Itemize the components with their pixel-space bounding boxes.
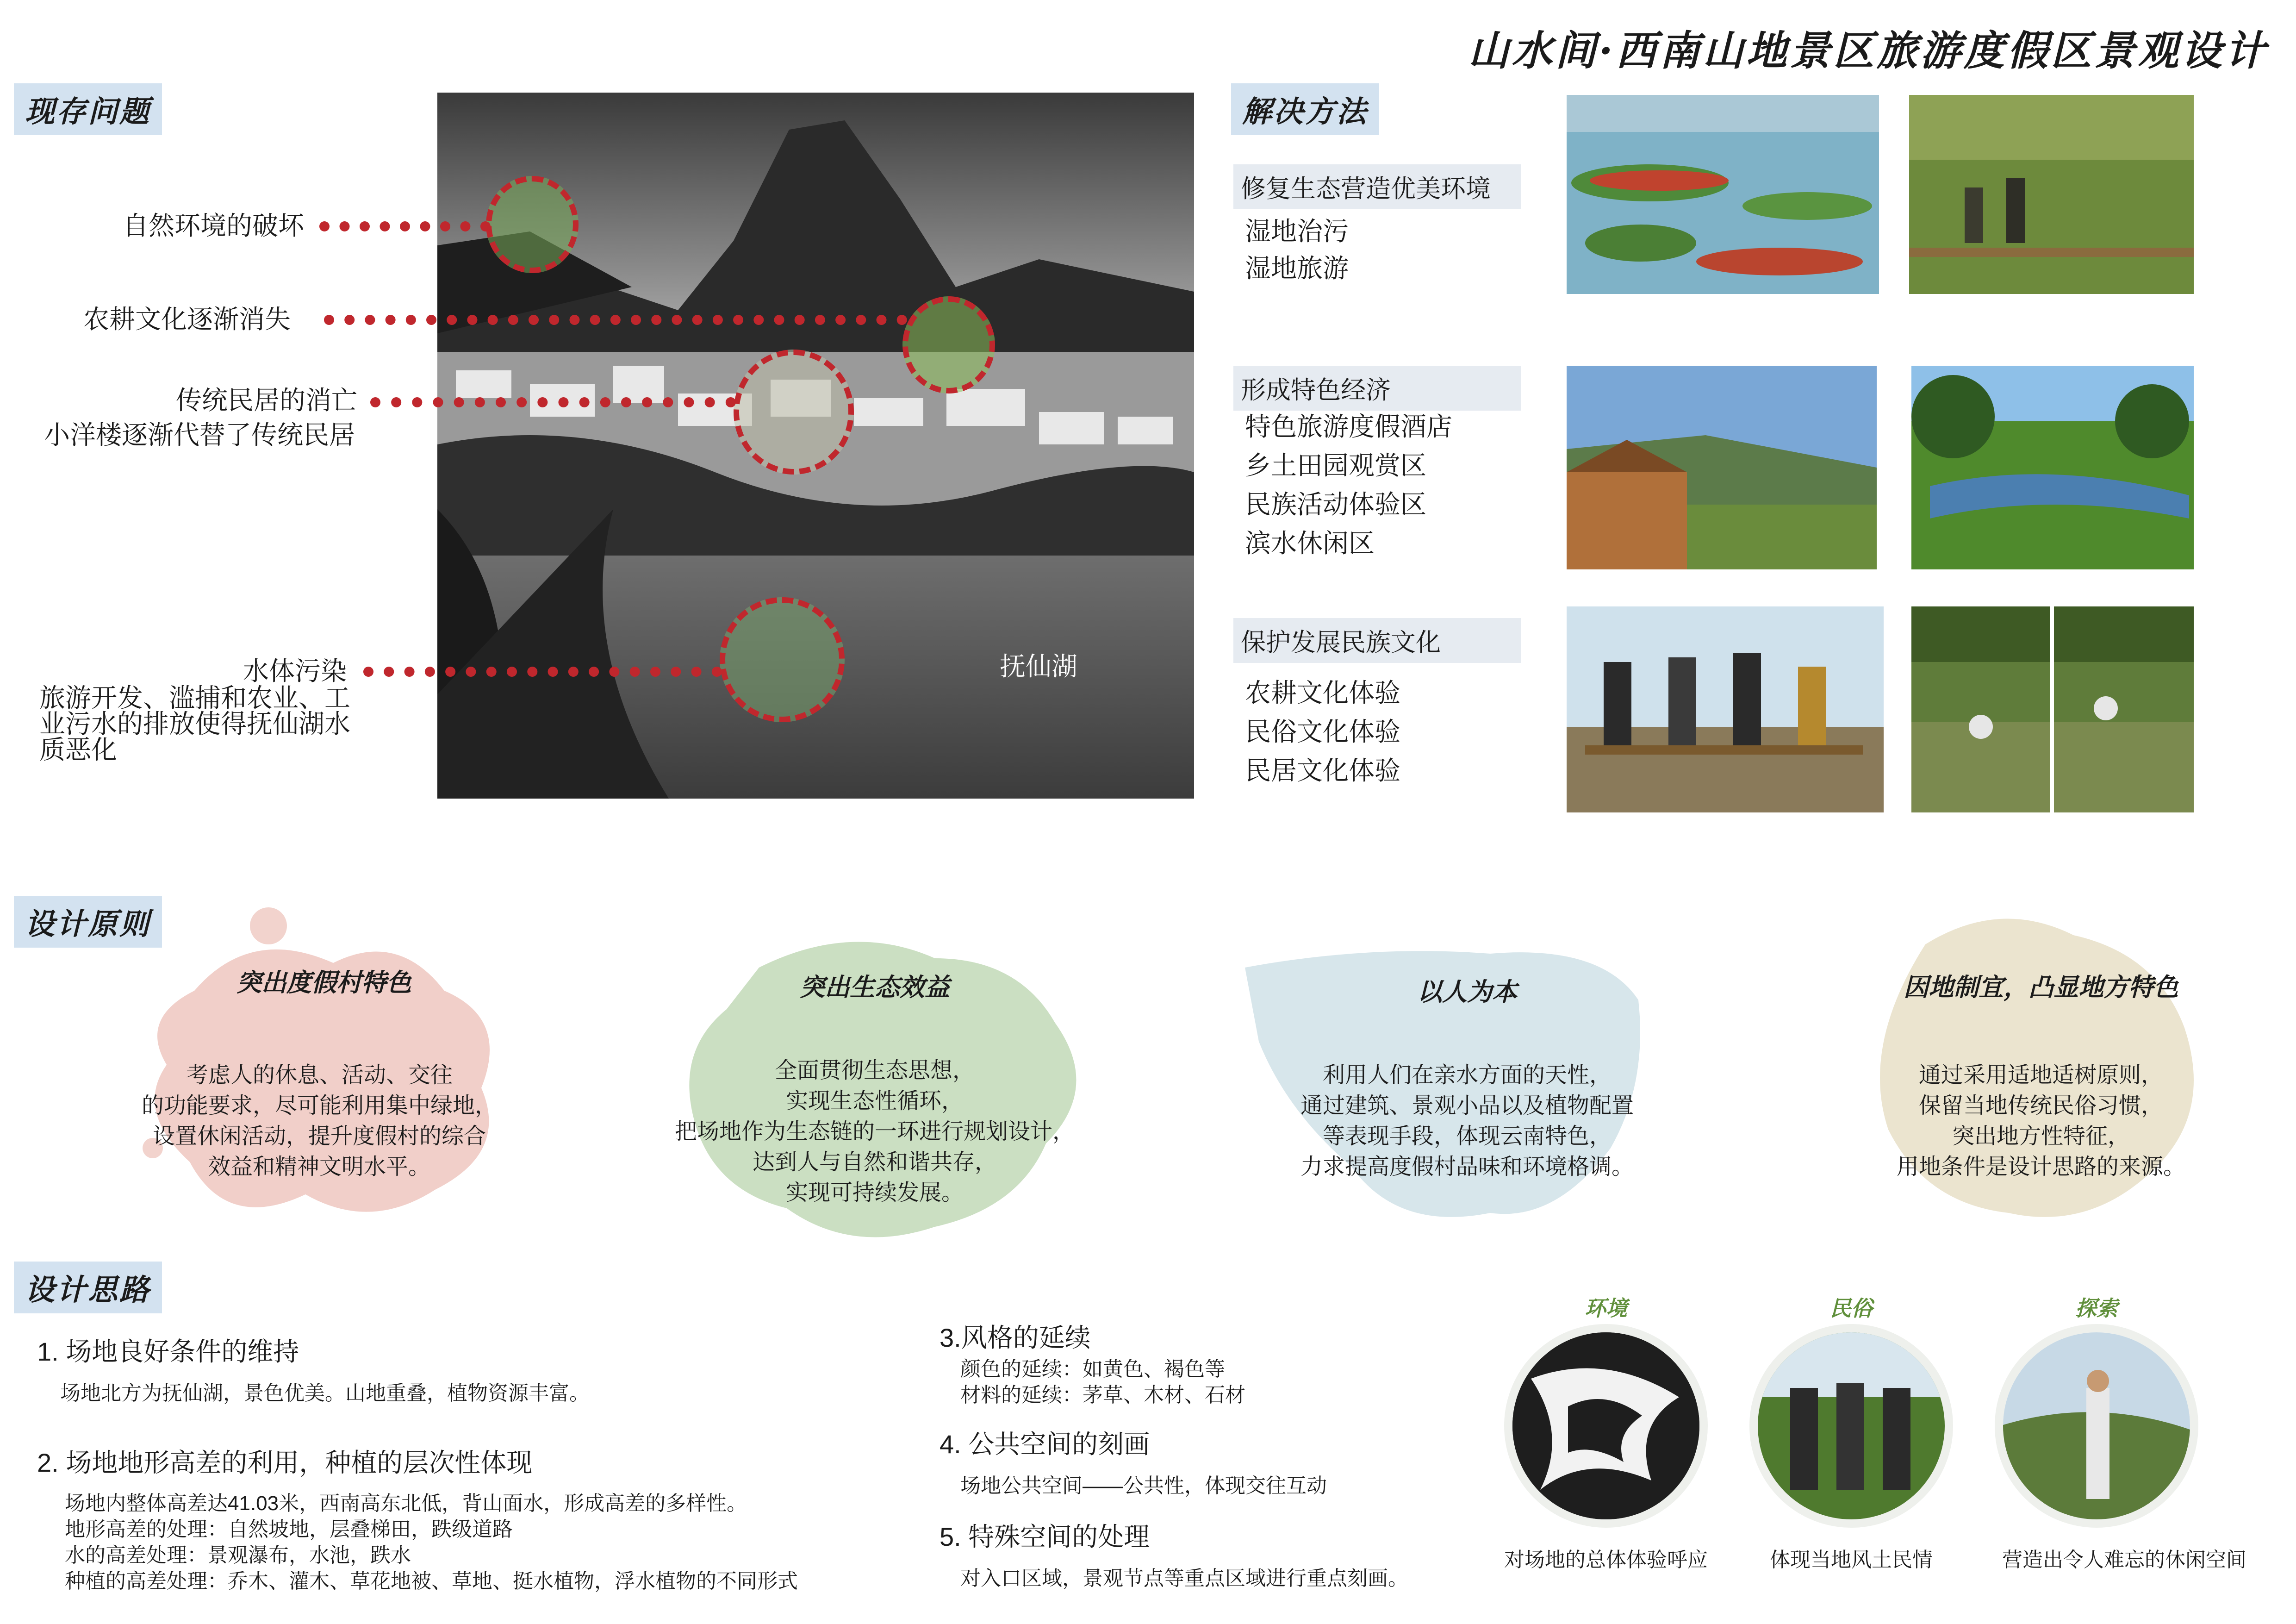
circle-photo-environment [1504, 1324, 1708, 1528]
problem-water-desc: 旅游开发、滥捕和农业、工 业污水的排放使得抚仙湖水 质恶化 [39, 683, 350, 764]
problem-ring-water [720, 597, 845, 722]
idea-4-head: 4. 公共空间的刻画 [940, 1430, 1150, 1459]
problem-farming-label: 农耕文化逐渐消失 [83, 305, 291, 334]
photo-wetland-birds [1567, 95, 1879, 294]
photo-waterfront [1911, 366, 2194, 569]
problem-farming-leader [324, 315, 907, 325]
page-title: 山水间·西南山地景区旅游度假区景观设计 [1468, 26, 2268, 75]
solution-items-economy: 特色旅游度假酒店 乡土田园观赏区 民族活动体验区 滨水休闲区 [1245, 412, 1452, 558]
principle-text-resort: 考虑人的休息、活动、交往 的功能要求，尽可能利用集中绿地， 设置休闲活动，提升度假村的综合 效益和精神文明水平。 [141, 1063, 497, 1179]
idea-3-text: 颜色的延续：如黄色、褐色等 材料的延续：茅草、木材、石材 [960, 1358, 1245, 1406]
circle-tag-environment: 环境 [1585, 1296, 1627, 1321]
idea-5-head: 5. 特殊空间的处理 [940, 1522, 1150, 1551]
problem-ring-farming [902, 296, 995, 394]
principle-text-ecology: 全面贯彻生态思想， 实现生态性循环， 把场地作为生态链的一环进行规划设计， 达到人与自然和谐共存， 实现可持续发展。 [674, 1058, 1075, 1205]
principle-title-ecology: 突出生态效益 [800, 972, 950, 1002]
circle-caption-folk: 体现当地风土民情 [1770, 1549, 1933, 1571]
problem-ring-nature [486, 176, 579, 273]
idea-3-head: 3.风格的延续 [940, 1323, 1091, 1352]
idea-2-head: 2. 场地地形高差的利用，种植的层次性体现 [37, 1448, 533, 1477]
idea-4-text: 场地公共空间——公共性，体现交往互动 [960, 1474, 1327, 1497]
solution-items-ecology: 湿地治污 湿地旅游 [1245, 217, 1349, 283]
principle-title-people: 以人为本 [1417, 977, 1517, 1006]
circle-tag-folk: 民俗 [1830, 1296, 1873, 1321]
solution-head-economy: 形成特色经济 [1233, 366, 1521, 411]
problem-water-leader [363, 667, 722, 677]
solution-head-culture: 保护发展民族文化 [1233, 618, 1521, 663]
problem-housing-leader [370, 397, 736, 407]
photo-resort [1567, 366, 1877, 569]
idea-1-text: 场地北方为抚仙湖，景色优美。山地重叠，植物资源丰富。 [60, 1382, 590, 1405]
circle-tag-explore: 探索 [2075, 1296, 2118, 1321]
section-tag-solution: 解决方法 [1231, 83, 1379, 135]
problem-housing-label: 传统民居的消亡 [176, 386, 357, 415]
idea-2-text: 场地内整体高差达41.03米，西南高东北低，背山面水，形成高差的多样性。 地形高差的处理：自然坡地，层叠梯田，跌级道路 水的高差处理：景观瀑布，水池，跌水 种植的高差处理：乔木、灌木、草花地被、草地、挺水植物，浮水植物的不同形式 [65, 1492, 798, 1593]
problem-nature-label: 自然环境的破坏 [123, 211, 304, 240]
circle-photo-folk [1749, 1324, 1953, 1528]
solution-items-culture: 农耕文化体验 民俗文化体验 民居文化体验 [1245, 678, 1400, 785]
lake-label: 抚仙湖 [1000, 652, 1077, 681]
principle-title-local: 因地制宜，凸显地方特色 [1904, 972, 2178, 1002]
circle-caption-explore: 营造出令人难忘的休闲空间 [2002, 1549, 2246, 1571]
problem-housing-desc: 小洋楼逐渐代替了传统民居 [44, 420, 355, 450]
photo-farming-culture [1567, 606, 1884, 812]
idea-1-head: 1. 场地良好条件的维持 [37, 1337, 299, 1366]
section-tag-principles: 设计原则 [14, 896, 162, 948]
solution-head-ecology: 修复生态营造优美环境 [1233, 164, 1521, 209]
circle-caption-environment: 对场地的总体体验呼应 [1504, 1549, 1708, 1571]
problem-ring-housing [734, 350, 854, 475]
principle-text-people: 利用人们在亲水方面的天性， 通过建筑、景观小品以及植物配置 等表现手段，体现云南特色， 力求提高度假村品味和环境格调。 [1300, 1063, 1634, 1179]
principle-title-resort: 突出度假村特色 [236, 968, 411, 997]
circle-photo-explore [1995, 1324, 2198, 1528]
photo-wetland-tour [1909, 95, 2194, 294]
section-tag-ideas: 设计思路 [14, 1262, 162, 1313]
problem-water-label: 水体污染 [243, 656, 347, 686]
section-tag-existing: 现存问题 [14, 83, 162, 135]
problem-nature-leader [319, 221, 491, 231]
idea-5-text: 对入口区域，景观节点等重点区域进行重点刻画。 [960, 1567, 1408, 1590]
photo-rice-planting [1911, 606, 2194, 812]
principle-text-local: 通过采用适地适树原则， 保留当地传统民俗习惯， 突出地方性特征， 用地条件是设计思路的来源。 [1896, 1063, 2185, 1179]
